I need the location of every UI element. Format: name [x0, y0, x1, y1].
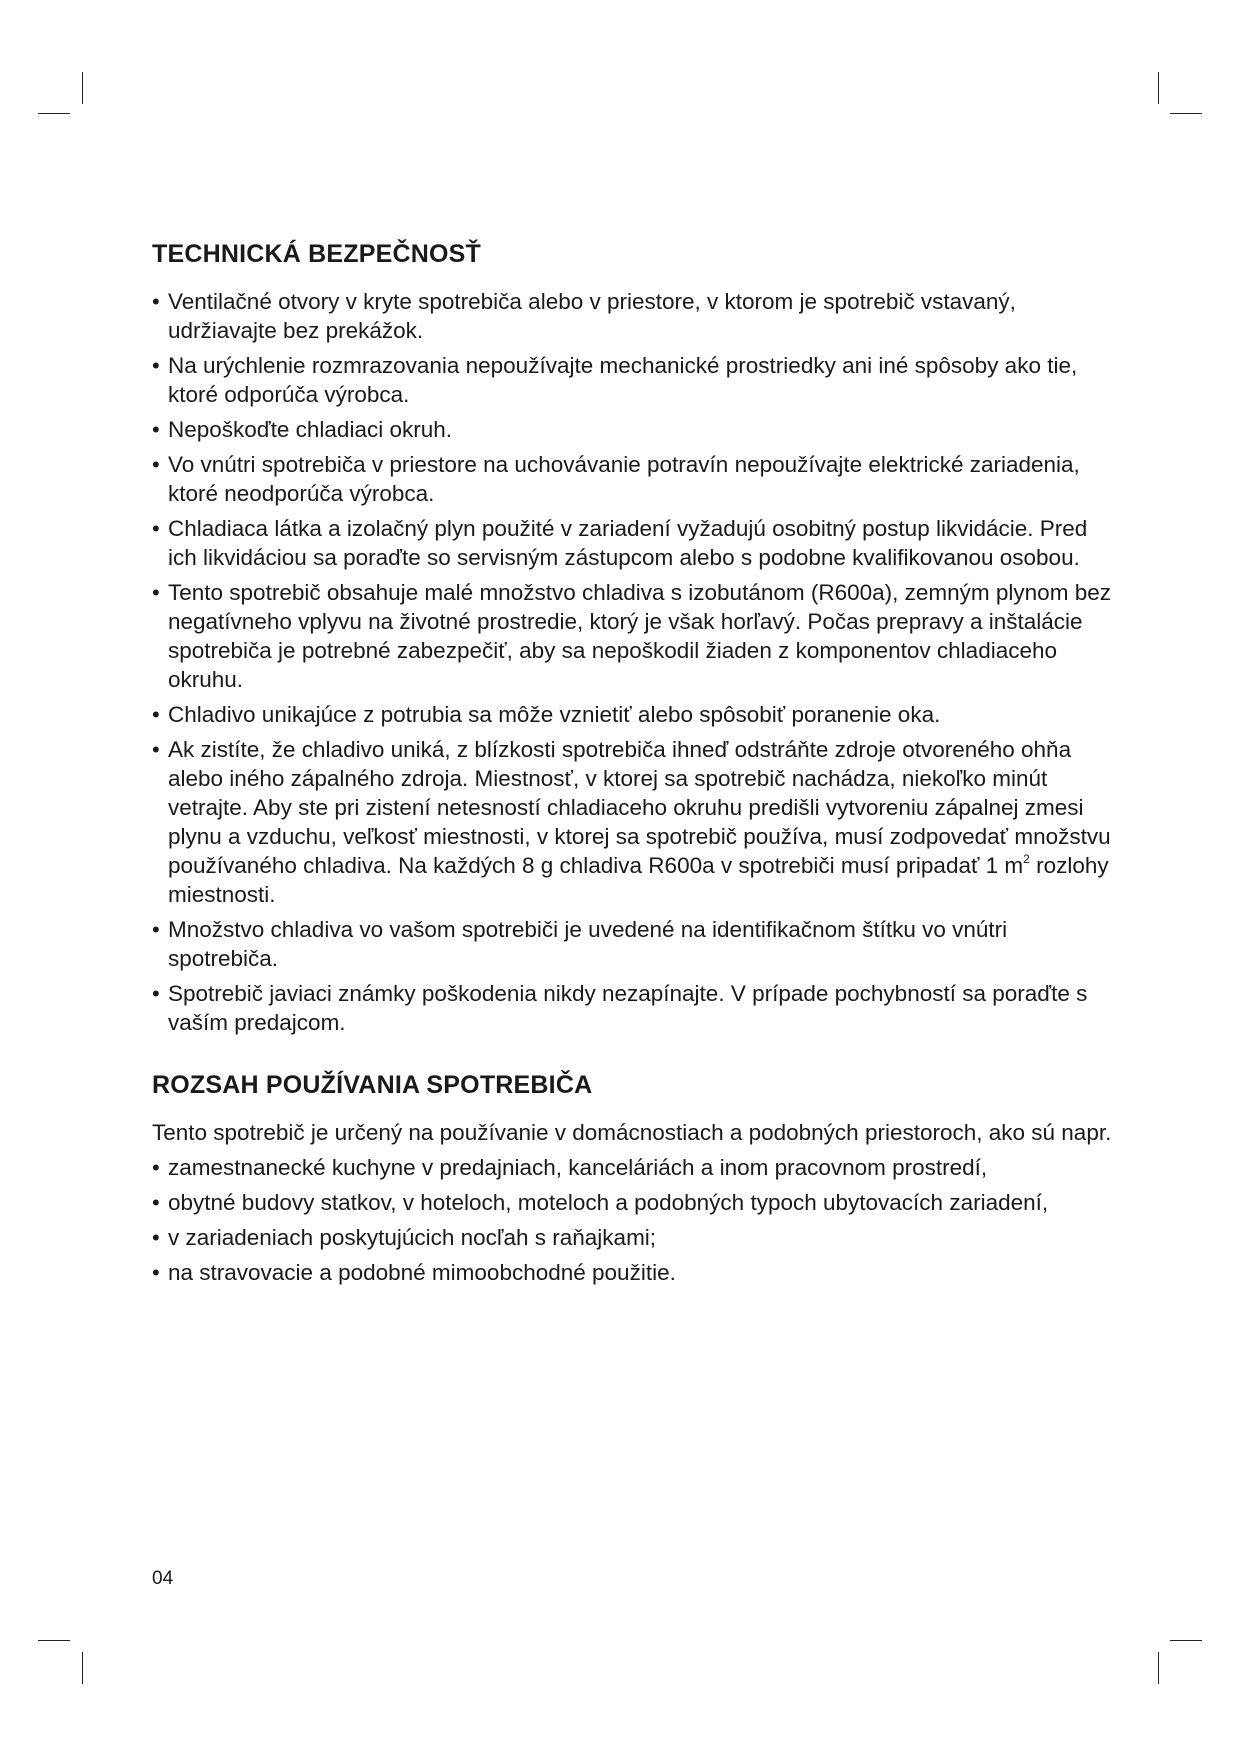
list-item: • Vo vnútri spotrebiča v priestore na uchovávanie potravín nepoužívajte elektrické zariadenia, ktoré neodporúča výrobca.: [152, 450, 1112, 508]
list-item: [152, 735, 1112, 909]
list-item: • v zariadeniach poskytujúcich nocľah s raňajkami;: [152, 1223, 1112, 1252]
superscript: 2: [1023, 851, 1030, 866]
section-title: TECHNICKÁ BEZPEČNOSŤ: [152, 240, 482, 268]
crop-mark: [38, 113, 70, 114]
list-item: • Spotrebič javiaci známky poškodenia nikdy nezapínajte. V prípade pochybností sa poraďte s vaším predajcom.: [152, 979, 1112, 1037]
crop-mark: [82, 1652, 83, 1684]
crop-mark: [1170, 1640, 1202, 1641]
list-item: • Chladiaca látka a izolačný plyn použité v zariadení vyžadujú osobitný postup likvidácie. Pred ich likvidáciou sa poraďte so servisným zástupcom alebo s podobne kvalifikovanou osobou.: [152, 514, 1112, 572]
section-technical-safety: [152, 240, 1112, 1037]
list-item-text: Ak zistíte, že chladivo uniká, z blízkosti spotrebiča ihneď odstráňte zdroje otvoreného ohňa alebo iného zápalného zdroja. Miestnosť, v ktorej sa spotrebič nachádza, niekoľko minút vetrajte. Aby ste pri zistení netesností chladiaceho okruhu predišli vytvoreniu zápalnej zmesi plynu a vzduchu, veľkosť miestnosti, v ktorej sa spotrebič používa, musí zodpovedať množstvu používaného chladiva. Na každých 8 g chladiva R600a v spotrebiči musí pripadať 1 m: [168, 737, 1111, 878]
list-item: • Nepoškoďte chladiaci okruh.: [152, 415, 1112, 444]
list-item: • Chladivo unikajúce z potrubia sa môže vznietiť alebo spôsobiť poranenie oka.: [152, 700, 1112, 729]
bullet-list: [152, 1153, 1112, 1287]
document-body: [152, 240, 1112, 1293]
list-item: • Tento spotrebič obsahuje malé množstvo chladiva s izobutánom (R600a), zemným plynom bez negatívneho vplyvu na životné prostredie, ktorý je však horľavý. Počas prepravy a inštalácie spotrebiča je potrebné zabezpečiť, aby sa nepoškodil žiaden z komponentov chladiaceho okruhu.: [152, 578, 1112, 694]
list-item: • Množstvo chladiva vo vašom spotrebiči je uvedené na identifikačnom štítku vo vnútri spotrebiča.: [152, 915, 1112, 973]
section-title: ROZSAH POUŽÍVANIA SPOTREBIČA: [152, 1071, 593, 1099]
list-item: • Na urýchlenie rozmrazovania nepoužívajte mechanické prostriedky ani iné spôsoby ako tie, ktoré odporúča výrobca.: [152, 351, 1112, 409]
list-item: • Ventilačné otvory v kryte spotrebiča alebo v priestore, v ktorom je spotrebič vstavaný, udržiavajte bez prekážok.: [152, 287, 1112, 345]
list-item: • obytné budovy statkov, v hoteloch, moteloch a podobných typoch ubytovacích zariadení,: [152, 1188, 1112, 1217]
crop-mark: [38, 1640, 70, 1641]
list-item-text: rozlohy miestnosti.: [168, 853, 1109, 907]
crop-mark: [1158, 1652, 1159, 1684]
crop-mark: [1158, 72, 1159, 104]
section-intro: Tento spotrebič je určený na používanie v domácnostiach a podobných priestoroch, ako sú napr.: [152, 1120, 1112, 1145]
crop-mark: [1170, 113, 1202, 114]
list-item: • na stravovacie a podobné mimoobchodné použitie.: [152, 1258, 1112, 1287]
page-number: 04: [152, 1568, 174, 1589]
crop-mark: [82, 72, 83, 104]
section-usage-scope: [152, 1071, 1112, 1287]
list-item: • zamestnanecké kuchyne v predajniach, kanceláriách a inom pracovnom prostredí,: [152, 1153, 1112, 1182]
bullet-list: [152, 287, 1112, 1037]
